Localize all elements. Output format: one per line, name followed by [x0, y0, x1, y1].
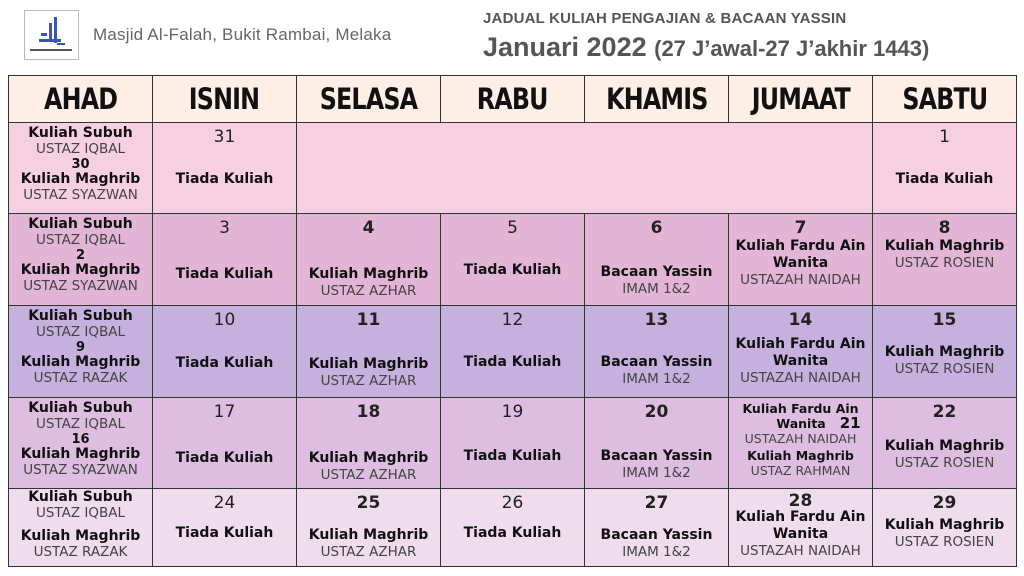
day-number: 2 — [75, 248, 86, 263]
day-cell — [873, 306, 1017, 398]
schedule-month — [483, 32, 929, 63]
event-title: Tiada Kuliah — [175, 525, 274, 541]
speaker: IMAM 1&2 — [622, 465, 691, 481]
day-cell — [729, 306, 873, 398]
day-cell — [153, 123, 297, 214]
event-title: Tiada Kuliah — [175, 171, 274, 187]
day-header-selasa: SELASA — [297, 76, 441, 123]
hijri-range: (27 J’awal-27 J’akhir 1443) — [654, 36, 930, 61]
day-cell — [873, 214, 1017, 306]
day-cell — [441, 489, 585, 567]
day-number: 19 — [501, 402, 524, 422]
event-title: Kuliah Maghrib — [20, 171, 141, 187]
event-title: Kuliah Maghrib — [308, 356, 429, 372]
speaker: USTAZAH NAIDAH — [740, 543, 861, 559]
event-title-line2: Wanita — [776, 416, 826, 431]
speaker: USTAZ IQBAL — [35, 416, 126, 432]
event-title: Tiada Kuliah — [175, 450, 274, 466]
empty-span-cell — [297, 123, 873, 214]
day-header-isnin: ISNIN — [153, 76, 297, 123]
speaker: USTAZAH NAIDAH — [740, 370, 861, 386]
calendar-table — [8, 75, 1017, 567]
speaker: USTAZ IQBAL — [35, 324, 126, 340]
day-cell — [297, 214, 441, 306]
day-cell — [441, 306, 585, 398]
day-number: 6 — [650, 218, 663, 238]
day-cell — [873, 489, 1017, 567]
speaker: IMAM 1&2 — [622, 544, 691, 560]
event-title: Bacaan Yassin — [600, 527, 713, 543]
month-label: Januari 2022 — [483, 32, 647, 62]
speaker: USTAZ RAZAK — [33, 544, 128, 560]
day-number: 17 — [213, 402, 236, 422]
week-row — [9, 489, 1017, 567]
day-number: 20 — [644, 402, 669, 422]
event-title: Kuliah Fardu Ain Wanita — [735, 238, 866, 271]
day-number: 4 — [362, 218, 375, 238]
day-cell — [441, 398, 585, 489]
event-title: Kuliah Maghrib — [20, 446, 141, 462]
event-title: Kuliah Maghrib — [884, 517, 1005, 533]
day-cell — [873, 398, 1017, 489]
day-number: 13 — [644, 310, 669, 330]
speaker: USTAZ ROSIEN — [894, 455, 995, 471]
event-title: Kuliah Maghrib — [884, 238, 1005, 254]
event-title: Bacaan Yassin — [600, 448, 713, 464]
speaker: USTAZ ROSIEN — [894, 255, 995, 271]
day-number: 7 — [794, 218, 807, 238]
event-title: Kuliah Maghrib — [308, 266, 429, 282]
event-title: Bacaan Yassin — [600, 354, 713, 370]
day-number: 27 — [644, 493, 669, 513]
event-title: Kuliah Maghrib — [747, 448, 854, 463]
event-title: Kuliah Maghrib — [308, 527, 429, 543]
event-title: Tiada Kuliah — [463, 448, 562, 464]
week-row — [9, 306, 1017, 398]
schedule-title: JADUAL KULIAH PENGAJIAN & BACAAN YASSIN — [483, 10, 847, 27]
day-header-jumaat: JUMAAT — [729, 76, 873, 123]
day-cell — [297, 306, 441, 398]
day-number: 30 — [71, 157, 90, 172]
day-number: 26 — [501, 493, 524, 513]
day-number: 31 — [213, 127, 236, 147]
day-cell — [441, 214, 585, 306]
speaker: USTAZ RAHMAN — [750, 463, 851, 478]
day-number: 29 — [932, 493, 957, 513]
day-number: 9 — [75, 340, 86, 355]
day-cell — [153, 489, 297, 567]
day-cell — [9, 489, 153, 567]
week-row — [9, 214, 1017, 306]
speaker: USTAZ AZHAR — [320, 373, 417, 389]
day-cell — [585, 489, 729, 567]
event-title: Kuliah Subuh — [28, 216, 133, 232]
day-cell — [297, 398, 441, 489]
day-cell — [9, 306, 153, 398]
day-header-row — [9, 76, 1017, 123]
day-number: 15 — [932, 310, 957, 330]
event-title: Kuliah Subuh — [28, 400, 133, 416]
speaker: USTAZ IQBAL — [35, 141, 126, 157]
event-title: Kuliah Fardu Ain — [742, 401, 859, 416]
event-title: Kuliah Maghrib — [20, 354, 141, 370]
day-cell — [153, 398, 297, 489]
speaker: IMAM 1&2 — [622, 371, 691, 387]
event-title: Kuliah Maghrib — [20, 528, 141, 544]
speaker: IMAM 1&2 — [622, 281, 691, 297]
day-number: 25 — [356, 493, 381, 513]
speaker: USTAZ AZHAR — [320, 544, 417, 560]
speaker: USTAZ SYAZWAN — [23, 462, 138, 478]
day-number: 3 — [219, 218, 230, 238]
day-cell — [729, 214, 873, 306]
day-number: 16 — [71, 432, 90, 447]
speaker: USTAZ ROSIEN — [894, 361, 995, 377]
event-title: Bacaan Yassin — [600, 264, 713, 280]
day-header-ahad: AHAD — [9, 76, 153, 123]
day-cell — [153, 214, 297, 306]
week-row — [9, 398, 1017, 489]
day-number: 12 — [501, 310, 524, 330]
day-number: 14 — [788, 310, 813, 330]
day-cell — [729, 489, 873, 567]
event-title: Kuliah Maghrib — [20, 262, 141, 278]
speaker: USTAZ ROSIEN — [894, 534, 995, 550]
event-title: Tiada Kuliah — [175, 266, 274, 282]
mosque-name: Masjid Al-Falah, Bukit Rambai, Melaka — [93, 25, 392, 44]
day-cell — [9, 398, 153, 489]
mosque-logo — [24, 10, 79, 60]
day-number: 8 — [938, 218, 951, 238]
day-header-khamis: KHAMIS — [585, 76, 729, 123]
speaker: USTAZAH NAIDAH — [744, 431, 857, 446]
event-title: Tiada Kuliah — [175, 355, 274, 371]
day-number: 1 — [939, 127, 950, 147]
event-title: Kuliah Subuh — [28, 489, 133, 505]
week-row — [9, 123, 1017, 214]
event-title: Kuliah Subuh — [28, 308, 133, 324]
speaker: USTAZ RAZAK — [33, 370, 128, 386]
day-cell — [9, 214, 153, 306]
day-number: 22 — [932, 402, 957, 422]
day-header-rabu: RABU — [441, 76, 585, 123]
event-title: Kuliah Fardu Ain Wanita — [735, 336, 866, 369]
day-cell — [873, 123, 1017, 214]
day-cell — [153, 306, 297, 398]
day-header-sabtu: SABTU — [873, 76, 1017, 123]
event-title: Kuliah Maghrib — [884, 344, 1005, 360]
event-title: Kuliah Subuh — [28, 125, 133, 141]
day-cell — [729, 398, 873, 489]
event-title: Kuliah Maghrib — [884, 438, 1005, 454]
speaker: USTAZ IQBAL — [35, 505, 126, 521]
event-title: Tiada Kuliah — [463, 354, 562, 370]
day-number: 18 — [356, 402, 381, 422]
day-number: 28 — [788, 491, 813, 511]
event-title: Kuliah Fardu Ain Wanita — [735, 509, 866, 542]
day-cell — [585, 306, 729, 398]
event-title: Tiada Kuliah — [463, 262, 562, 278]
event-title: Tiada Kuliah — [463, 525, 562, 541]
speaker: USTAZ AZHAR — [320, 467, 417, 483]
day-cell — [585, 398, 729, 489]
speaker: USTAZ SYAZWAN — [23, 278, 138, 294]
speaker: USTAZ AZHAR — [320, 283, 417, 299]
event-title: Kuliah Maghrib — [308, 450, 429, 466]
speaker: USTAZ SYAZWAN — [23, 187, 138, 203]
day-number: 21 — [839, 414, 861, 432]
day-cell — [585, 214, 729, 306]
speaker: USTAZAH NAIDAH — [740, 272, 861, 288]
day-number: 24 — [213, 493, 236, 513]
event-title: Tiada Kuliah — [895, 171, 994, 187]
day-number: 11 — [356, 310, 381, 330]
day-cell — [9, 123, 153, 214]
speaker: USTAZ IQBAL — [35, 232, 126, 248]
day-number: 5 — [507, 218, 518, 238]
day-cell — [297, 489, 441, 567]
day-number: 10 — [213, 310, 236, 330]
